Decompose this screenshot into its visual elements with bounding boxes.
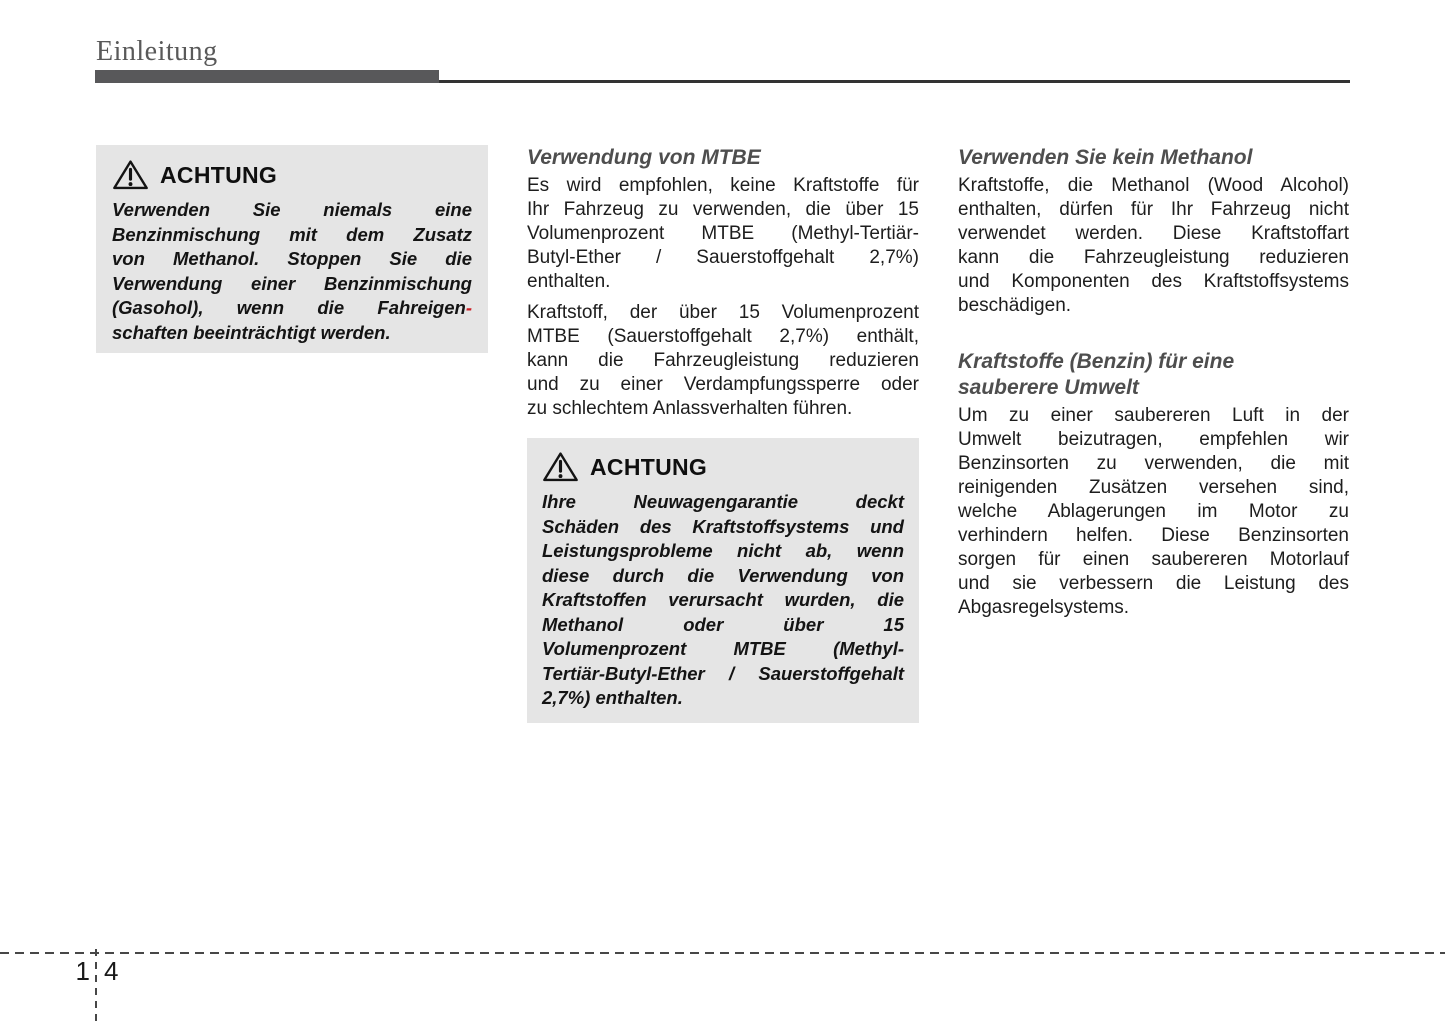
warning-header bbox=[542, 451, 904, 483]
paragraph bbox=[958, 404, 1349, 620]
text-line: Kraftstoff, der über 15 Volumenprozent bbox=[527, 302, 919, 323]
paragraph bbox=[958, 174, 1349, 318]
text-line: Es wird empfohlen, keine Kraftstoffe für bbox=[527, 175, 919, 196]
warning-text-line: Kraftstoffen verursacht wurden, die bbox=[542, 589, 904, 610]
warning-title: ACHTUNG bbox=[590, 453, 708, 480]
text-line: MTBE (Sauerstoffgehalt 2,7%) enthält, bbox=[527, 326, 919, 347]
text-line: enthalten. bbox=[527, 271, 611, 292]
text-line: beschädigen. bbox=[958, 295, 1072, 316]
warning-text-line: von Methanol. Stoppen Sie die bbox=[112, 248, 472, 269]
heading-line: Kraftstoffe (Benzin) für eine bbox=[958, 350, 1235, 373]
footer-dashed-rule bbox=[0, 952, 1445, 954]
warning-text-fragment: (Gasohol), wenn die Fahreigen bbox=[112, 297, 466, 318]
text-line: und Komponenten des Kraftstoffsystems bbox=[958, 271, 1349, 292]
page-title: Einleitung bbox=[96, 36, 218, 67]
text-line: verhindern helfen. Diese Benzinsorten bbox=[958, 525, 1349, 546]
warning-text-line: Ihre Neuwagengarantie deckt bbox=[542, 491, 904, 512]
red-hyphen: - bbox=[465, 297, 472, 318]
warning-text-line bbox=[112, 296, 472, 321]
warning-text-line: Verwendung einer Benzinmischung bbox=[112, 272, 472, 294]
warning-text-line: schaften beeinträchtigt werden. bbox=[112, 321, 391, 343]
section-heading-no-methanol: Verwenden Sie kein Methanol bbox=[958, 146, 1253, 169]
text-line: Umwelt beizutragen, empfehlen wir bbox=[958, 429, 1349, 450]
text-line: sorgen für einen saubereren Motorlauf bbox=[958, 549, 1349, 570]
text-line: Abgasregelsystems. bbox=[958, 597, 1130, 618]
warning-text-line: diese durch die Verwendung von bbox=[542, 564, 904, 586]
warning-text-line: Schäden des Kraftstoffsystems und bbox=[542, 515, 904, 537]
warning-title: ACHTUNG bbox=[160, 161, 278, 188]
text-line: und sie verbessern die Leistung des bbox=[958, 573, 1349, 594]
warning-text-line: Methanol oder über 15 bbox=[542, 613, 904, 635]
footer-dashed-divider bbox=[95, 949, 97, 1026]
text-line: Benzinsorten zu verwenden, die mit bbox=[958, 453, 1349, 474]
text-line: enthalten, dürfen für Ihr Fahrzeug nicht bbox=[958, 199, 1349, 220]
text-line: Kraftstoffe, die Methanol (Wood Alcohol) bbox=[958, 175, 1349, 196]
text-line: Volumenprozent MTBE (Methyl-Tertiär- bbox=[527, 223, 919, 244]
paragraph bbox=[527, 174, 919, 294]
section-heading-mtbe: Verwendung von MTBE bbox=[527, 146, 761, 169]
warning-triangle-icon bbox=[112, 159, 149, 191]
section-heading-clean-fuel bbox=[958, 349, 1349, 401]
page-number: 4 bbox=[104, 956, 119, 986]
warning-text-line: Benzinmischung mit dem Zusatz bbox=[112, 223, 472, 245]
paragraph bbox=[527, 301, 919, 421]
column-methanol bbox=[958, 145, 1349, 620]
warning-text-line: Tertiär-Butyl-Ether / Sauerstoffgehalt bbox=[542, 662, 904, 684]
text-line: Butyl-Ether / Sauerstoffgehalt 2,7%) bbox=[527, 247, 919, 268]
text-line: reinigenden Zusätzen versehen sind, bbox=[958, 477, 1349, 498]
header-bar bbox=[95, 70, 439, 83]
text-line: Um zu einer saubereren Luft in der bbox=[958, 405, 1349, 426]
text-line: kann die Fahrzeugleistung reduzieren bbox=[958, 247, 1349, 268]
warning-box-guarantee bbox=[527, 438, 919, 723]
warning-text-line: Verwenden Sie niemals eine bbox=[112, 199, 472, 220]
warning-text-line: Leistungsprobleme nicht ab, wenn bbox=[542, 540, 904, 561]
text-line: welche Ablagerungen im Motor zu bbox=[958, 501, 1349, 522]
header-rule bbox=[439, 80, 1350, 83]
warning-header bbox=[112, 159, 472, 191]
column-mtbe bbox=[527, 145, 919, 723]
warning-box-methanol bbox=[96, 145, 488, 353]
warning-triangle-icon bbox=[542, 451, 579, 483]
heading-line: sauberere Umwelt bbox=[958, 376, 1139, 399]
text-line: und zu einer Verdampfungssperre oder bbox=[527, 374, 919, 395]
warning-text-line: 2,7%) enthalten. bbox=[542, 687, 683, 708]
chapter-number: 1 bbox=[75, 956, 90, 986]
text-line: zu schlechtem Anlassverhalten führen. bbox=[527, 398, 853, 419]
text-line: kann die Fahrzeugleistung reduzieren bbox=[527, 350, 919, 371]
text-line: Ihr Fahrzeug zu verwenden, die über 15 bbox=[527, 199, 919, 220]
warning-text-line: Volumenprozent MTBE (Methyl- bbox=[542, 638, 904, 659]
text-line: verwendet werden. Diese Kraftstoffart bbox=[958, 223, 1349, 244]
